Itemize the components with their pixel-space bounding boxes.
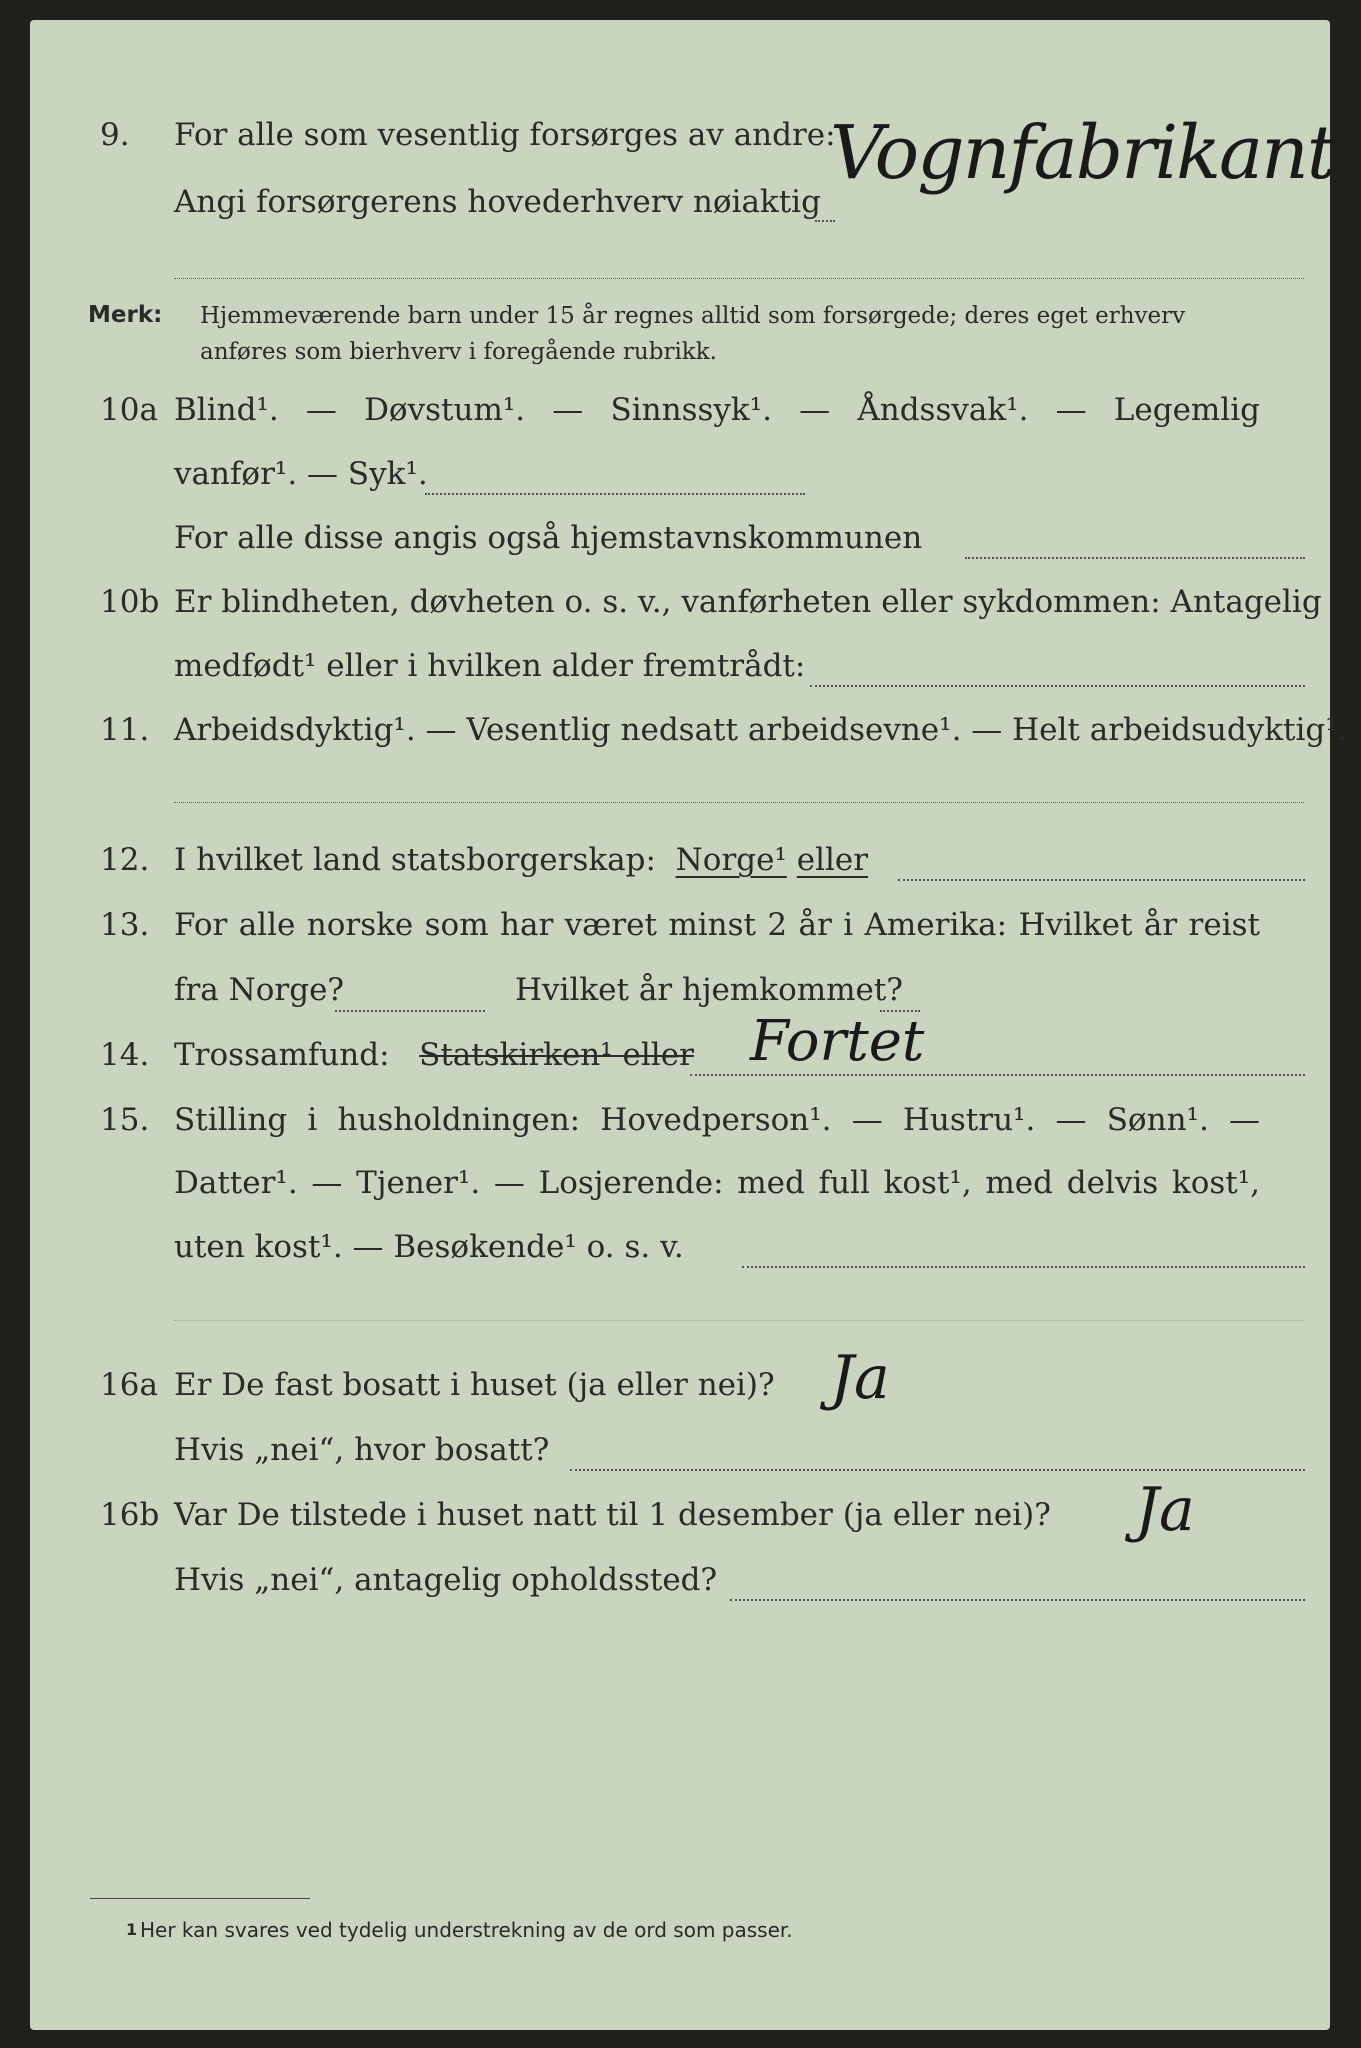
question-text: For alle som vesentlig forsørges av andre: — [174, 117, 836, 153]
fill-line — [898, 879, 1305, 881]
struck-option: Statskirken¹ eller — [419, 1037, 694, 1073]
question-number: 14. — [100, 1037, 150, 1073]
question-text: Hvis „nei“, antagelig opholdssted? — [174, 1562, 718, 1598]
question-number: 10a — [100, 392, 158, 428]
question-text: fra Norge? — [174, 972, 345, 1008]
choice-norge: Norge¹ — [675, 842, 787, 878]
fill-line — [742, 1266, 1305, 1268]
question-16a — [30, 1365, 1330, 1425]
question-text: vanfør¹. — Syk¹. — [174, 456, 428, 492]
question-11 — [30, 710, 1348, 770]
question-prefix: I hvilket land statsborgerskap: — [174, 842, 656, 878]
question-14 — [30, 1035, 1330, 1095]
question-number: 9. — [100, 117, 130, 153]
question-text: Arbeidsdyktig¹. — Vesentlig nedsatt arbeidsevne¹. — Helt arbeidsudyktig¹. — [174, 712, 1348, 748]
fill-line — [174, 278, 1304, 279]
question-number: 12. — [100, 842, 150, 878]
footnote-mark: 1 — [126, 1920, 138, 1939]
census-form-page — [30, 20, 1348, 2030]
question-10b — [30, 582, 1330, 642]
fill-line — [335, 1010, 485, 1012]
question-number: 15. — [100, 1102, 150, 1138]
note-label: Merk: — [88, 302, 163, 328]
question-10a — [30, 390, 1330, 450]
question-15 — [30, 1100, 1330, 1160]
question-10b-line2 — [30, 646, 1330, 706]
question-text — [174, 1035, 694, 1075]
question-text: Datter¹. — Tjener¹. — Losjerende: med full kost¹, med delvis kost¹, — [174, 1165, 1260, 1201]
note-text: Hjemmeværende barn under 15 år regnes alltid som forsørgede; deres eget erhverv anføres som bierhverv i foregående rubrikk. — [200, 303, 1186, 365]
fill-line — [174, 802, 1304, 803]
fill-line — [425, 493, 805, 495]
choice-eller: eller — [796, 842, 869, 878]
fill-line — [965, 557, 1305, 559]
footnote-rule — [90, 1898, 310, 1899]
handwritten-answer: Ja — [1135, 1475, 1195, 1545]
question-10a-line3 — [30, 518, 1330, 578]
question-12 — [30, 840, 1330, 900]
fill-line — [174, 1320, 1304, 1321]
question-text: Hvis „nei“, hvor bosatt? — [174, 1432, 550, 1468]
footnote-text: Her kan svares ved tydelig understrekning av de ord som passer. — [140, 1918, 793, 1942]
question-number: 16a — [100, 1367, 158, 1403]
question-number: 16b — [100, 1497, 160, 1533]
question-text: For alle norske som har været minst 2 år i Amerika: Hvilket år reist — [174, 907, 1260, 943]
question-text: Hvilket år hjemkommet? — [515, 972, 903, 1008]
question-text: For alle disse angis også hjemstavnskommunen — [174, 520, 923, 556]
question-text: uten kost¹. — Besøkende¹ o. s. v. — [174, 1229, 684, 1265]
question-text: Er De fast bosatt i huset (ja eller nei)? — [174, 1367, 775, 1403]
question-10a-line2 — [30, 454, 1330, 514]
question-text: Angi forsørgerens hovederhverv nøiaktig — [174, 184, 821, 220]
handwritten-answer: Vognfabrikant — [830, 110, 1335, 196]
question-13 — [30, 905, 1330, 965]
question-text: Stilling i husholdningen: Hovedperson¹. — Hustru¹. — Sønn¹. — — [174, 1102, 1260, 1138]
handwritten-answer: Ja — [830, 1343, 890, 1413]
question-13-line2 — [30, 970, 1330, 1030]
question-text: Er blindheten, døvheten o. s. v., vanførheten eller sykdommen: Antagelig — [174, 584, 1322, 620]
question-text: medfødt¹ eller i hvilken alder fremtrådt: — [174, 648, 806, 684]
question-text — [174, 840, 868, 880]
question-prefix: Trossamfund: — [174, 1037, 390, 1073]
question-15-line3 — [30, 1227, 1330, 1287]
question-number: 13. — [100, 907, 150, 943]
question-text: Var De tilstede i huset natt til 1 desember (ja eller nei)? — [174, 1497, 1051, 1533]
question-text: Blind¹. — Døvstum¹. — Sinnssyk¹. — Åndssvak¹. — Legemlig — [174, 392, 1260, 428]
fill-line — [815, 220, 835, 222]
question-number: 10b — [100, 584, 160, 620]
fill-line — [810, 685, 1305, 687]
question-15-line2 — [30, 1163, 1330, 1223]
question-16b-line2 — [30, 1560, 1330, 1620]
question-number: 11. — [100, 712, 150, 748]
fill-line — [690, 1074, 1305, 1076]
handwritten-answer: Fortet — [750, 1009, 925, 1074]
fill-line — [730, 1599, 1305, 1601]
